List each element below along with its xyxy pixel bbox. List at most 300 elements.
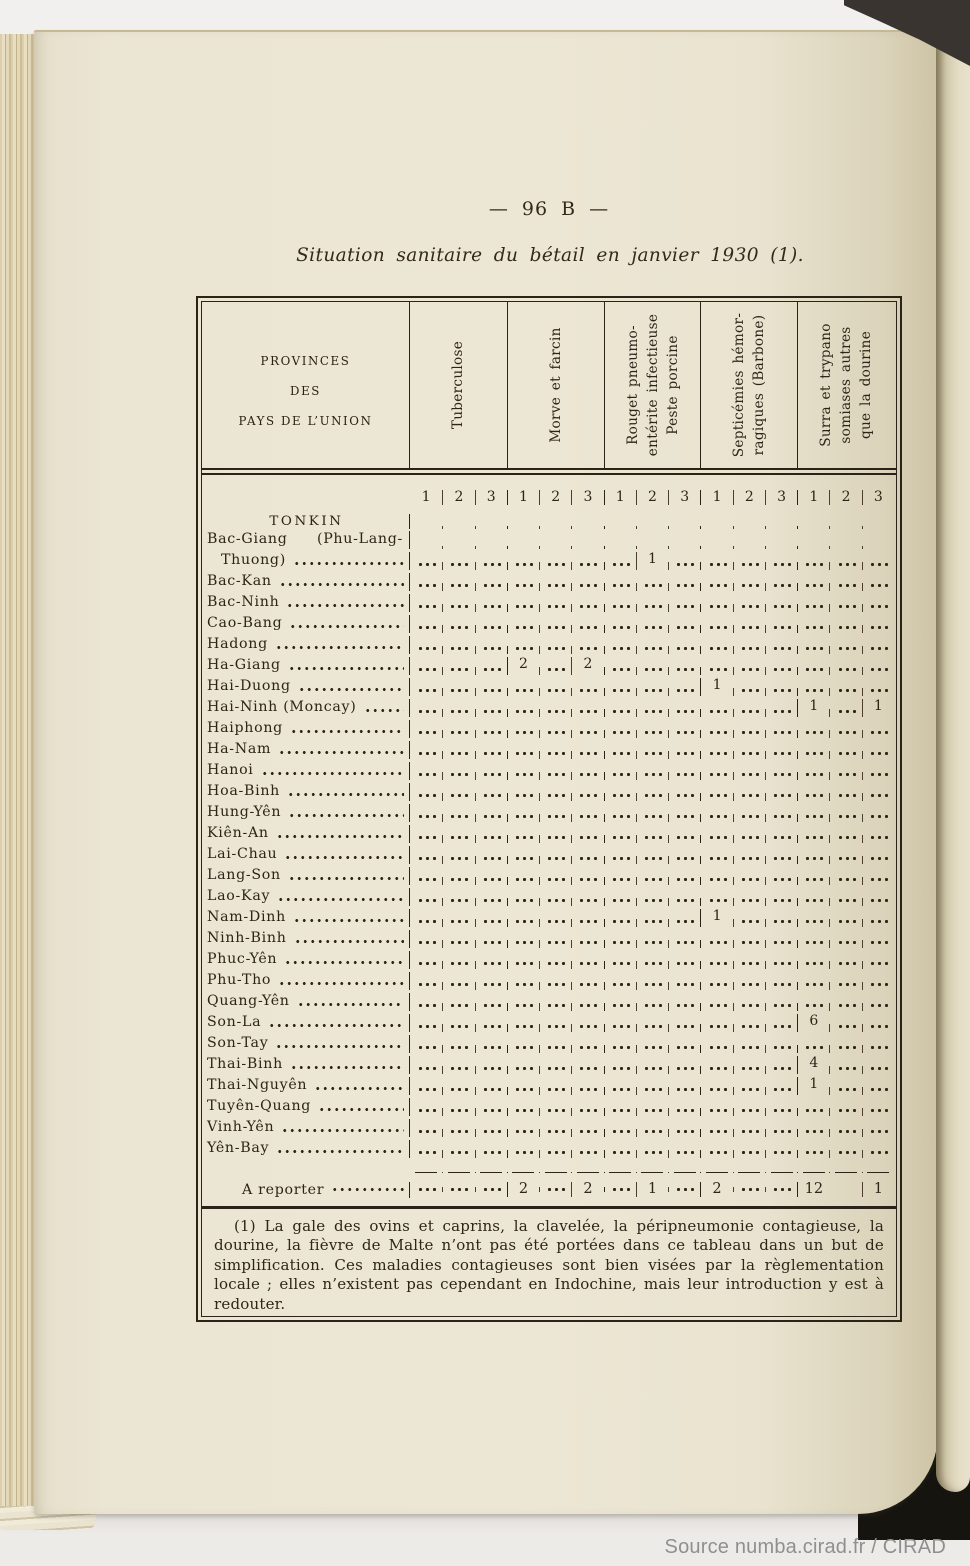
data-cell [539,562,571,570]
data-cell [507,1150,539,1158]
dots-placeholder [481,835,502,840]
dots-placeholder [481,961,502,966]
data-cell [797,1150,829,1158]
dots-placeholder [481,1024,502,1029]
dots-placeholder [868,1150,889,1155]
rotated-label-line: ragiques (Barbone) [751,314,768,456]
dots-placeholder [448,1108,469,1113]
dots-placeholder [836,1087,857,1092]
dots-placeholder [836,751,857,756]
data-cell [797,1003,829,1011]
leader-dots [276,1149,404,1154]
table-row [202,738,896,759]
data-cell [442,1108,474,1116]
data-cell [668,793,700,801]
data-cell [668,1150,700,1158]
data-cell [829,919,861,927]
dots-placeholder [868,877,889,882]
province-name: Nam-Dinh [207,909,286,925]
dots-placeholder [481,772,502,777]
province-cell [202,573,410,591]
data-cell [507,562,539,570]
data-cell [571,709,603,717]
data-cell [765,961,797,969]
data-cell [668,1087,700,1095]
province-cell [202,762,410,780]
dots-placeholder [577,1003,598,1008]
dots-placeholder [642,688,663,693]
data-cell [668,583,700,591]
dots-placeholder [707,877,728,882]
rotated-label-line: Rouget pneumo- [624,325,641,445]
data-cell [507,1024,539,1032]
data-cell [668,625,700,633]
dots-placeholder [545,1045,566,1050]
dots-placeholder [739,1108,760,1113]
rotated-label-line: que la dourine [858,330,875,440]
data-cell [636,877,668,885]
subcolumn-number: 3 [873,490,883,505]
dots-placeholder [642,814,663,819]
dots-placeholder [416,730,437,735]
cell-value: 2 [583,1181,593,1197]
cell-value: 1 [873,699,883,714]
data-cell [733,982,765,990]
dots-placeholder [771,940,792,945]
dots-placeholder [868,625,889,630]
total-label: A reporter [242,1181,325,1198]
province-cell [202,909,410,927]
data-cell [539,751,571,759]
dots-placeholder [416,982,437,987]
dots-placeholder [803,751,824,756]
data-cell [733,730,765,738]
data-cell [442,835,474,843]
data-cell [475,835,507,843]
dots-placeholder [803,961,824,966]
leader-dots [289,624,404,629]
dots-placeholder [707,898,728,903]
data-cell [829,583,861,591]
province-name: Yên-Bay [207,1140,270,1156]
dots-placeholder [803,772,824,777]
data-cell [539,604,571,612]
data-cell [539,730,571,738]
dots-placeholder [739,562,760,567]
subcolumn-header [862,490,894,505]
leader-dots [314,1086,404,1091]
dots-placeholder [545,730,566,735]
data-cell [862,699,894,717]
province-name: Vinh-Yên [207,1119,275,1135]
dots-placeholder [836,1129,857,1134]
dots-placeholder [674,961,695,966]
province-name: Ha-Nam [207,741,272,757]
table-row [202,885,896,906]
dots-placeholder [610,835,631,840]
data-cell [507,1108,539,1116]
data-cell [797,898,829,906]
data-cell [571,688,603,696]
data-cell [475,877,507,885]
data-cell [829,1024,861,1032]
dots-placeholder [868,898,889,903]
data-cell [410,709,442,717]
dots-placeholder [803,1045,824,1050]
dots-placeholder [868,562,889,567]
data-cell [475,1150,507,1158]
dots-placeholder [771,856,792,861]
dots-placeholder [577,646,598,651]
dots-placeholder [771,646,792,651]
dots-placeholder [836,982,857,987]
dots-placeholder [545,604,566,609]
dots-placeholder [448,688,469,693]
data-cell [636,898,668,906]
data-cell [604,1003,636,1011]
dots-placeholder [448,1187,469,1192]
dots-placeholder [707,793,728,798]
data-cell [442,1045,474,1053]
source-watermark: Source numba.cirad.fr / CIRAD [664,1536,946,1558]
dots-placeholder [448,919,469,924]
data-cell [539,814,571,822]
cell-value: 2 [518,657,528,672]
table-row [202,633,896,654]
data-cell [733,751,765,759]
dots-placeholder [771,1187,792,1192]
dots-placeholder [416,814,437,819]
data-cell [829,1150,861,1158]
dots-placeholder [642,604,663,609]
data-cell [636,1150,668,1158]
section-row [202,505,896,529]
dots-placeholder [836,856,857,861]
data-cell [700,877,732,885]
data-cell [442,583,474,591]
leader-dots [281,1128,404,1133]
dots-placeholder [416,709,437,714]
dots-placeholder [416,772,437,777]
subcolumn-number: 3 [680,490,690,505]
data-cell [604,1066,636,1074]
dots-placeholder [545,667,566,672]
data-cell [571,772,603,780]
data-cell [539,1045,571,1053]
data-cell [410,562,442,570]
data-cell [668,751,700,759]
dots-placeholder [836,1108,857,1113]
data-cell [700,961,732,969]
dots-placeholder [868,793,889,798]
dots-placeholder [577,751,598,756]
dots-placeholder [545,1066,566,1071]
dots-placeholder [481,1108,502,1113]
province-name: Cao-Bang [207,615,283,631]
data-cell [636,583,668,591]
dots-placeholder [868,1108,889,1113]
dots-placeholder [674,1129,695,1134]
data-cell [636,1087,668,1095]
dots-placeholder [577,961,598,966]
dots-placeholder [577,562,598,567]
data-cell [410,982,442,990]
province-name: Lang-Son [207,867,281,883]
province-name: Lao-Kay [207,888,271,904]
dots-placeholder [803,877,824,882]
data-cell [636,751,668,759]
dots-placeholder [416,1024,437,1029]
data-cell [797,814,829,822]
data-cell [475,919,507,927]
subcolumn-number: 1 [421,490,431,505]
cell-value: 1 [873,1181,883,1197]
data-cell [797,1108,829,1116]
dots-placeholder [707,856,728,861]
data-cell [765,940,797,948]
dots-placeholder [771,1066,792,1071]
dots-placeholder [610,877,631,882]
dots-placeholder [577,835,598,840]
dots-placeholder [448,1087,469,1092]
dots-placeholder [803,562,824,567]
leader-dots [286,603,404,608]
province-name: Thai-Nguyên [207,1077,308,1093]
leader-dots [275,645,404,650]
data-cell [604,751,636,759]
data-cell [829,940,861,948]
table-row [202,1053,896,1074]
data-cell [829,835,861,843]
dots-placeholder [577,793,598,798]
data-cell [765,1066,797,1074]
data-cell [700,909,732,927]
data-cell [862,1045,894,1053]
dots-placeholder [448,1066,469,1071]
province-cell [202,972,410,990]
province-name: Hung-Yên [207,804,282,820]
dots-placeholder [771,961,792,966]
dots-placeholder [642,772,663,777]
data-cell [797,835,829,843]
dots-placeholder [545,982,566,987]
dots-placeholder [836,898,857,903]
province-column-header [202,302,410,468]
dots-placeholder [481,604,502,609]
dots-placeholder [771,772,792,777]
data-cell [539,688,571,696]
data-cell [475,562,507,570]
data-cell [765,1108,797,1116]
data-cell [862,1066,894,1074]
dots-placeholder [674,667,695,672]
province-name: Hanoi [207,762,254,778]
data-cell [604,1045,636,1053]
data-cell [410,919,442,927]
data-cell [539,1087,571,1095]
data-cell [733,1045,765,1053]
dots-placeholder [868,814,889,819]
data-cell [733,604,765,612]
data-cell [475,1024,507,1032]
data-cell [571,793,603,801]
data-cell [862,1087,894,1095]
data-cell [765,562,797,570]
data-cell [410,835,442,843]
data-cell [571,961,603,969]
data-cell [442,667,474,675]
dots-placeholder [739,877,760,882]
data-cell [668,1045,700,1053]
data-cell [829,1066,861,1074]
table-row [202,1011,896,1032]
dots-placeholder [642,1150,663,1155]
dots-placeholder [513,1150,534,1155]
dots-placeholder [771,730,792,735]
province-cell [202,783,410,801]
subcolumn-header [539,490,571,505]
dots-placeholder [481,814,502,819]
dots-placeholder [707,646,728,651]
data-cell [507,709,539,717]
data-cell [765,1003,797,1011]
data-cell [797,730,829,738]
data-cell [410,793,442,801]
data-cell [797,1182,829,1198]
province-name: Phu-Tho [207,972,272,988]
data-cell [668,562,700,570]
data-cell [475,730,507,738]
dots-placeholder [610,583,631,588]
data-cell [410,583,442,591]
data-cell [862,982,894,990]
data-cell [862,940,894,948]
data-cell [668,604,700,612]
dots-placeholder [416,919,437,924]
data-cell [668,940,700,948]
dots-placeholder [707,1087,728,1092]
dots-placeholder [416,625,437,630]
data-cell [700,982,732,990]
data-cell [797,625,829,633]
data-cell [733,1187,765,1192]
data-cell [475,814,507,822]
data-cell [700,856,732,864]
data-cell [507,835,539,843]
leader-dots [287,792,404,797]
data-cell [733,646,765,654]
dots-placeholder [577,877,598,882]
dots-placeholder [674,772,695,777]
dots-placeholder [416,940,437,945]
data-cell [604,856,636,864]
dots-placeholder [577,730,598,735]
table-row [202,1116,896,1137]
dots-placeholder [803,688,824,693]
dots-placeholder [707,772,728,777]
dots-placeholder [513,1108,534,1113]
dots-placeholder [610,898,631,903]
province-cell [202,804,410,822]
data-cell [475,1129,507,1137]
data-cell [507,982,539,990]
dots-placeholder [610,793,631,798]
dots-placeholder [803,604,824,609]
data-cell [507,1045,539,1053]
data-cell [862,730,894,738]
data-cell [765,1087,797,1095]
dots-placeholder [868,1087,889,1092]
data-cell [539,793,571,801]
dots-placeholder [577,1024,598,1029]
dots-placeholder [545,1129,566,1134]
table-row [202,1137,896,1158]
dots-placeholder [481,583,502,588]
data-cell [797,1077,829,1095]
province-cell [202,615,410,633]
province-cell [202,930,410,948]
data-cell [733,1150,765,1158]
dots-placeholder [803,667,824,672]
subcolumn-header [475,490,507,505]
cell-value: 1 [809,699,819,714]
dots-placeholder [448,1003,469,1008]
dots-placeholder [642,1129,663,1134]
subcolumn-header [733,490,765,505]
dots-placeholder [448,646,469,651]
data-cell [700,667,732,675]
data-cell [700,1129,732,1137]
data-cell [539,667,571,675]
data-cell [765,772,797,780]
dots-placeholder [481,1187,502,1192]
dots-placeholder [577,919,598,924]
leader-dots [318,1107,404,1112]
subcolumn-number: 2 [551,490,561,505]
dots-placeholder [610,688,631,693]
data-cell [700,1066,732,1074]
dots-placeholder [610,1045,631,1050]
data-cell [507,751,539,759]
data-cell [733,1024,765,1032]
data-cell [539,625,571,633]
data-cell [636,793,668,801]
leader-dots [279,582,404,587]
data-cell [475,604,507,612]
data-cell [507,1066,539,1074]
dots-placeholder [577,1108,598,1113]
leader-dots [276,834,404,839]
dots-placeholder [739,1187,760,1192]
data-cell [410,667,442,675]
data-cell [862,1182,894,1198]
table-row [202,1074,896,1095]
dots-placeholder [481,793,502,798]
subcolumn-number: 3 [583,490,593,505]
dots-placeholder [513,961,534,966]
data-cell [733,1108,765,1116]
dots-placeholder [739,919,760,924]
data-cell [797,982,829,990]
data-cell [410,646,442,654]
table-row [202,927,896,948]
dots-placeholder [513,751,534,756]
dots-placeholder [513,1087,534,1092]
data-cell [539,1150,571,1158]
dots-placeholder [642,961,663,966]
dots-placeholder [481,982,502,987]
dots-placeholder [771,814,792,819]
